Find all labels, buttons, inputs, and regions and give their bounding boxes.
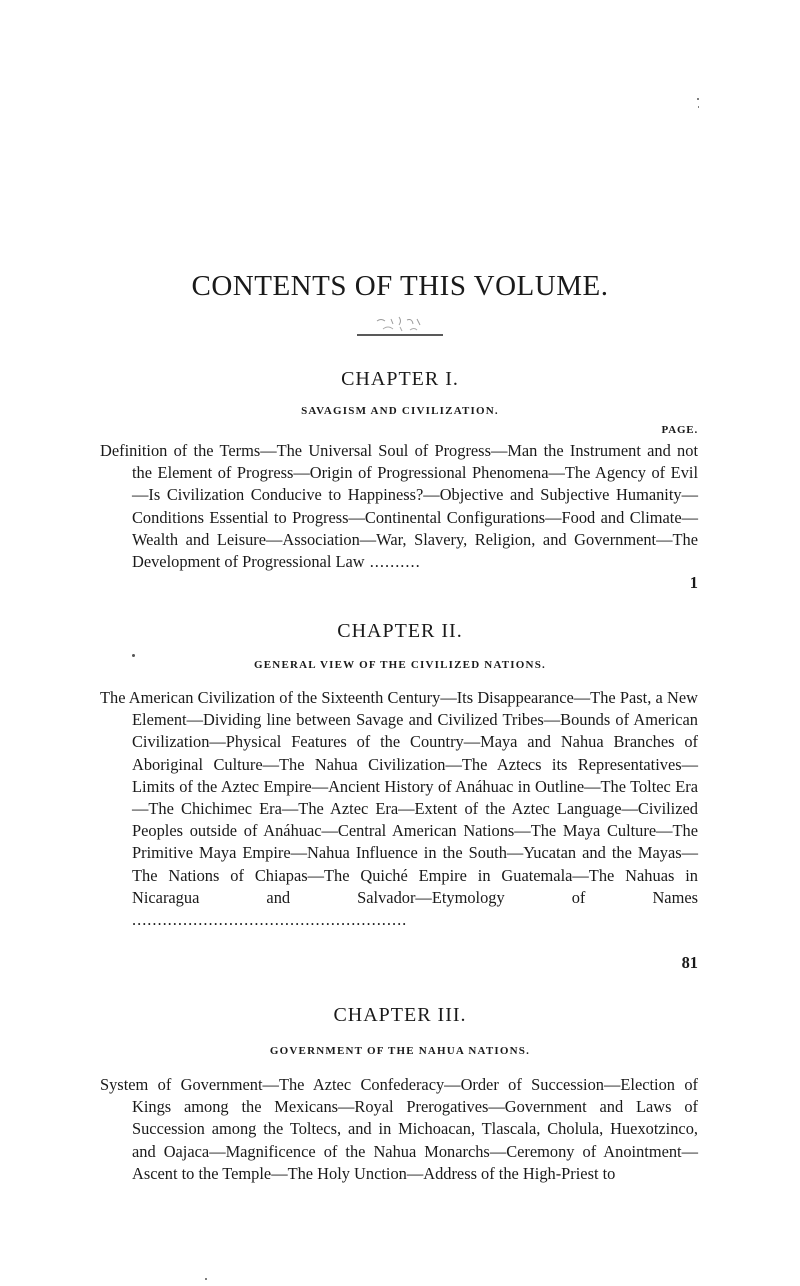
chapter-2-entry <box>100 687 698 931</box>
scan-speck <box>698 106 699 108</box>
chapter-2-page-number: 81 <box>681 953 698 972</box>
chapter-1-summary: Definition of the Terms—The Universal Soul of Progress—Man the Instrument and not the Element of Progress—Origin of Progressional Phenomena—The Agency of Evil—Is Civilization Conducive to Happiness?—Objective and Subjective Humanity—Conditions Essential to Progress—Continental Configurations—Food and Climate—Wealth and Leisure—Association—War, Slavery, Religion, and Government—The Development of Progressional Law <box>100 441 698 572</box>
scan-speck <box>697 98 699 100</box>
chapter-3-entry <box>100 1074 698 1185</box>
page-title: CONTENTS OF THIS VOLUME. <box>191 270 609 302</box>
chapter-1-page-number: 1 <box>689 573 698 592</box>
scan-speck <box>132 654 135 657</box>
chapter-1-heading: CHAPTER I. <box>341 368 459 390</box>
chapter-1-subtitle: SAVAGISM AND CIVILIZATION. <box>301 405 499 417</box>
chapter-3-summary: System of Government—The Aztec Confederacy—Order of Succession—Election of Kings among the Mexicans—Royal Prerogatives—Government and Laws of Succession among the Toltecs, and in Michoacan, Tlascala, Cholula, Huexotzinco, and Oajaca—Magnificence of the Nahua Monarchs—Ceremony of Anointment—Ascent to the Temple—The Holy Unction—Address of the High-Priest to <box>100 1075 698 1183</box>
ornament-rule-icon <box>355 313 445 339</box>
chapter-3-heading: CHAPTER III. <box>333 1004 467 1026</box>
chapter-2-leader: ...................................................... <box>132 910 408 930</box>
chapter-3-subtitle: GOVERNMENT OF THE NAHUA NATIONS. <box>269 1045 531 1057</box>
chapter-2-summary: The American Civilization of the Sixteenth Century—Its Disappearance—The Past, a New Element—Dividing line between Savage and Civilized Tribes—Bounds of American Civilization—Physical Features of the Country—Maya and Nahua Branches of Aboriginal Culture—The Nahua Civilization—The Aztecs its Representatives—Limits of the Aztec Empire—Ancient History of Anáhuac in Outline—The Toltec Era—The Chichimec Era—The Aztec Era—Extent of the Aztec Language—Civilized Peoples outside of Anáhuac—Central American Nations—The Maya Culture—The Primitive Maya Empire—Nahua Influence in the South—Yucatan and the Mayas—The Nations of Chiapas—The Quiché Empire in Guatemala—The Nahuas in Nicaragua and Salvador—Etymology of Names <box>100 688 698 907</box>
chapter-1-entry <box>100 440 698 573</box>
chapter-2-subtitle: GENERAL VIEW OF THE CIVILIZED NATIONS. <box>254 659 546 671</box>
page-column-label: PAGE. <box>661 424 698 436</box>
chapter-2-heading: CHAPTER II. <box>337 620 463 642</box>
chapter-1-leader: .......... <box>364 552 421 572</box>
scan-speck <box>205 1278 207 1280</box>
